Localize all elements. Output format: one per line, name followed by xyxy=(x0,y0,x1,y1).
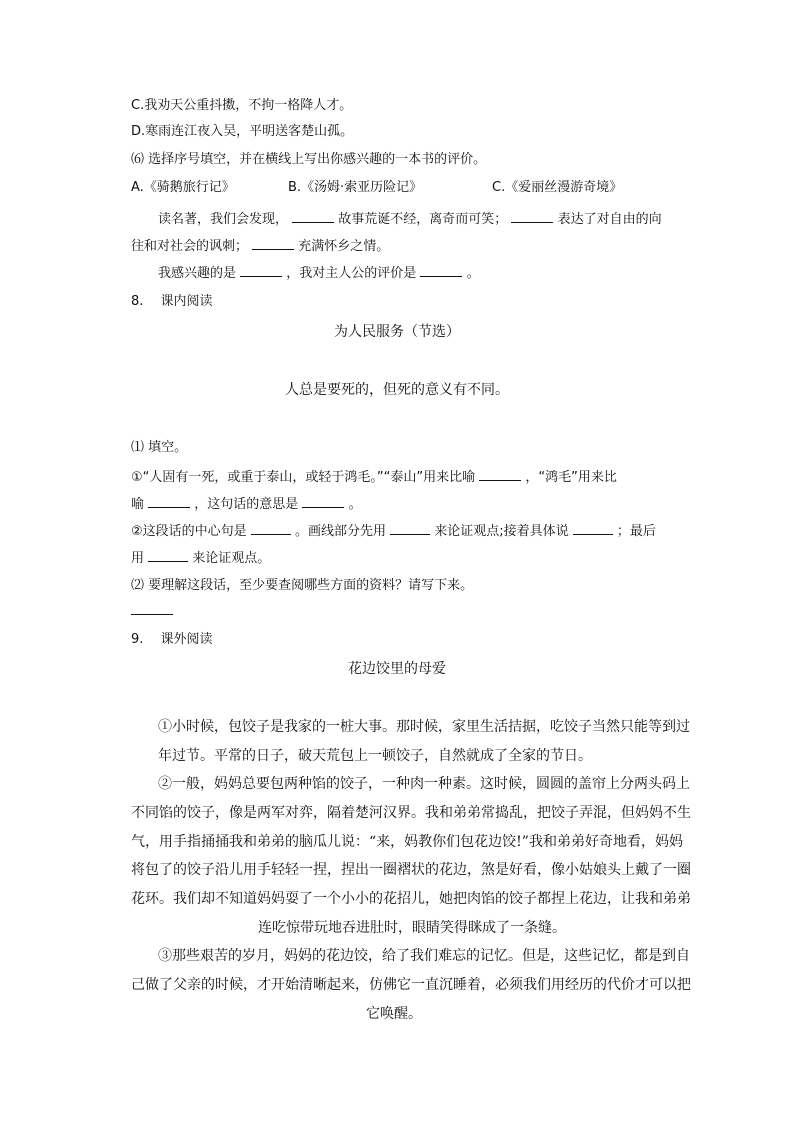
sub-question-6: ⑹ 选择序号填空，并在横线上写出你感兴趣的一本书的评价。 xyxy=(131,152,487,167)
p1-line: ①小时候，包饺子是我家的一桩大事。那时候，家里生活拮据，吃饺子当然只能等到过 xyxy=(158,719,690,735)
q8-sub-2: ⑵ 要理解这段话，至少要查阅哪些方面的资料？请写下来。 xyxy=(131,578,474,593)
q8-fill-line-2: 喻 ，这句话的意思是 。 xyxy=(131,493,362,515)
answer-line[interactable] xyxy=(131,614,173,615)
answer-blank[interactable] xyxy=(252,235,294,250)
answer-blank[interactable] xyxy=(479,466,521,481)
fill-line-2: 往和对社会的讽刺； 充满怀乡之情。 xyxy=(131,235,389,257)
answer-blank[interactable] xyxy=(420,262,462,277)
fill-line-3: 我感兴趣的是 ，我对主人公的评价是 。 xyxy=(158,262,480,284)
answer-blank[interactable] xyxy=(511,208,553,223)
q8-fill-line-1: ①“人固有一死，或重于泰山，或轻于鸿毛。”“泰山”用来比喻 ，“鸿毛”用来比 xyxy=(131,466,617,488)
answer-blank[interactable] xyxy=(148,547,188,562)
q8-quote: 人总是要死的，但死的意义有不同。 xyxy=(285,382,509,398)
q8-fill-line-4: 用 来论证观点。 xyxy=(131,547,270,569)
answer-blank[interactable] xyxy=(251,520,291,535)
q8-heading: 8. 课内阅读 xyxy=(131,294,213,309)
p2-line: 不同馅的饺子，像是两军对弈，隔着楚河汉界。我和弟弟常捣乱，把饺子弄混，但妈妈不生 xyxy=(131,805,691,821)
q8-sub-1: ⑴ 填空。 xyxy=(131,440,188,455)
option-c: C.我劝天公重抖擞，不拘一格降人才。 xyxy=(131,98,353,113)
q8-fill-line-3: ②这段话的中心句是 。画线部分先用 来论证观点;接着具体说 ；最后 xyxy=(131,520,656,542)
p2-line: 将包了的饺子沿儿用手轻轻一捏，捏出一圈褶状的花边，煞是好看，像小姑娘头上戴了一圈 xyxy=(131,862,691,878)
book-option-b: B.《汤姆·索亚历险记》 xyxy=(288,180,423,195)
book-option-a: A.《骑鹅旅行记》 xyxy=(131,180,235,195)
p3-line: 己做了父亲的时候，才开始清晰起来，仿佛它一直沉睡着，必须我们用经历的代价才可以把 xyxy=(131,977,691,993)
answer-blank[interactable] xyxy=(390,520,430,535)
answer-blank[interactable] xyxy=(573,520,613,535)
answer-blank[interactable] xyxy=(292,208,334,223)
q8-title: 为人民服务（节选） xyxy=(334,324,460,340)
option-d: D.寒雨连江夜入吴，平明送客楚山孤。 xyxy=(131,124,354,139)
q9-title: 花边饺里的母爱 xyxy=(348,661,446,677)
answer-blank[interactable] xyxy=(148,493,190,508)
p3-line: ③那些艰苦的岁月，妈妈的花边饺，给了我们难忘的记忆。但是，这些记忆，都是到自 xyxy=(158,948,690,964)
q9-heading: 9. 课外阅读 xyxy=(131,632,213,647)
p3-line: 它唤醒。 xyxy=(366,1006,422,1022)
p2-line: 气，用手指捅捅我和弟弟的脑瓜儿说：“来，妈教你们包花边饺!”我和弟弟好奇地看，妈妈 xyxy=(131,834,683,850)
book-option-c: C.《爱丽丝漫游奇境》 xyxy=(492,180,623,195)
fill-line-1: 读名著，我们会发现， 故事荒诞不经，离奇而可笑； 表达了对自由的向 xyxy=(158,208,662,230)
answer-blank[interactable] xyxy=(240,262,282,277)
p2-line: ②一般，妈妈总要包两种馅的饺子，一种肉一种素。这时候，圆圆的盖帘上分两头码上 xyxy=(158,776,690,792)
p1-line: 年过节。平常的日子，破天荒包上一顿饺子，自然就成了全家的节日。 xyxy=(158,748,592,764)
p2-line: 连吃惊带玩地吞进肚时，眼睛笑得眯成了一条缝。 xyxy=(258,920,566,936)
p2-line: 花环。我们却不知道妈妈耍了一个小小的花招儿，她把肉馅的饺子都捏上花边，让我和弟弟 xyxy=(131,891,691,907)
answer-blank[interactable] xyxy=(302,493,344,508)
